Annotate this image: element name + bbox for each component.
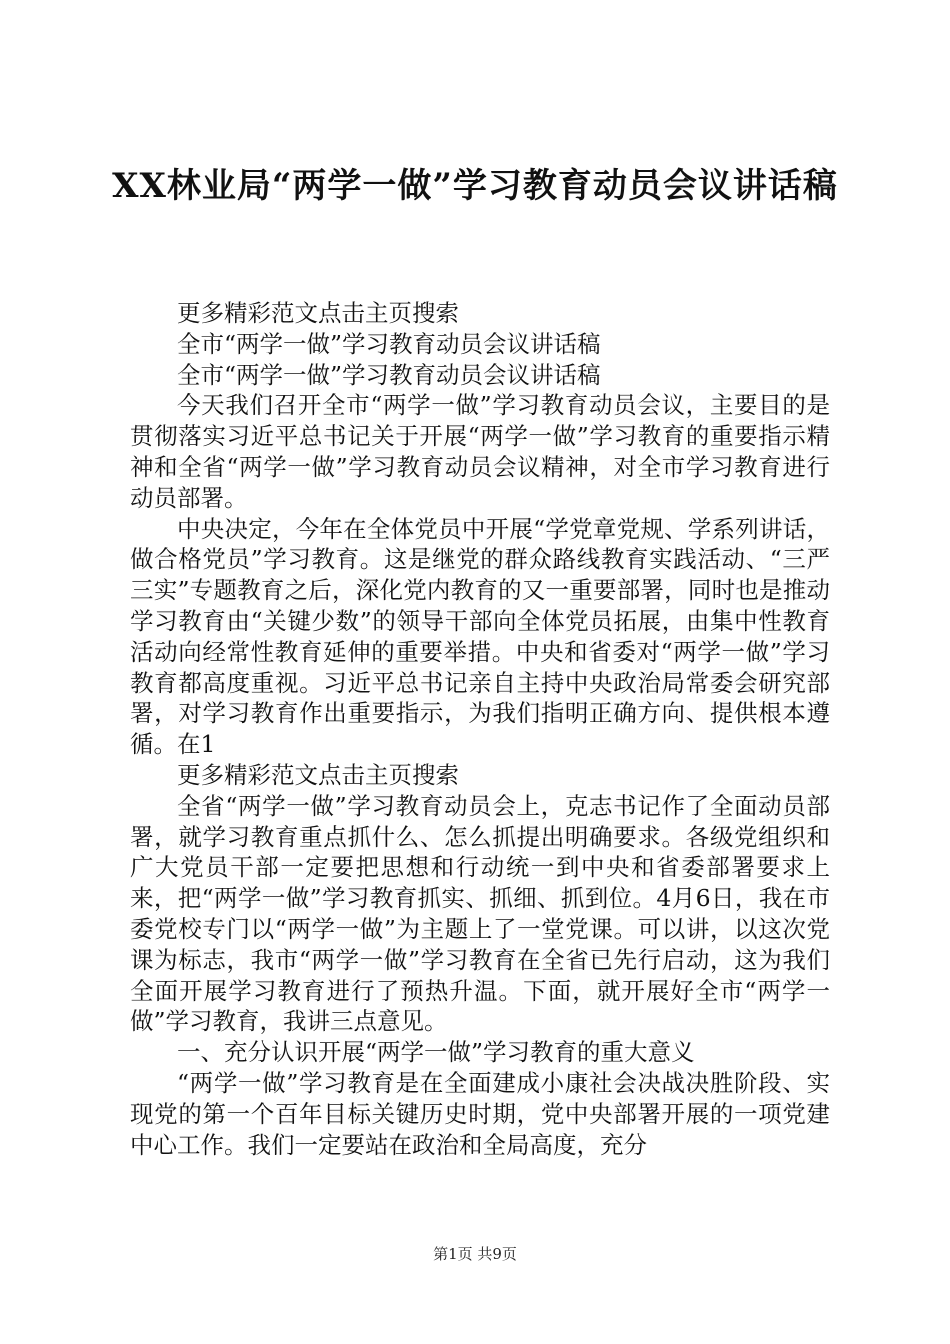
promo-line: 更多精彩范文点击主页搜索 xyxy=(177,760,459,789)
body-paragraph: 全省“两学一做”学习教育动员会上，克志书记作了全面动员部署，就学习教育重点抓什么、怎么抓提出明确要求。各级党组织和广大党员干部一定要把思想和行动统一到中央和省委部署要求上来，把“两学一做”学习教育抓实、抓细、抓到位。4月6日，我在市委党校专门以“两学一做”为主题上了一堂党课。可以讲，以这次党课为标志，我市“两学一做”学习教育在全省已先行启动，这为我们全面开展学习教育进行了预热升温。下面，就开展好全市“两学一做”学习教育，我讲三点意见。 xyxy=(130,791,830,1036)
document-body xyxy=(130,298,830,1160)
promo-line: 更多精彩范文点击主页搜索 xyxy=(177,299,459,327)
body-paragraph: “两学一做”学习教育是在全面建成小康社会决战决胜阶段、实现党的第一个百年目标关键历史时期，党中央部署开展的一项党建中心工作。我们一定要站在政治和全局高度，充分 xyxy=(130,1068,830,1159)
subtitle-line: 全市“两学一做”学习教育动员会议讲话稿 xyxy=(177,329,601,358)
body-paragraph: 今天我们召开全市“两学一做”学习教育动员会议，主要目的是贯彻落实习近平总书记关于开展“两学一做”学习教育的重要指示精神和全省“两学一做”学习教育动员会议精神，对全市学习教育进行动员部署。 xyxy=(130,391,830,512)
body-paragraph: 中央决定，今年在全体党员中开展“学党章党规、学系列讲话，做合格党员”学习教育。这是继党的群众路线教育实践活动、“三严三实”专题教育之后，深化党内教育的又一重要部署，同时也是推动学习教育由“关键少数”的领导干部向全体党员拓展，由集中性教育活动向经常性教育延伸的重要举措。中央和省委对“两学一做”学习教育都高度重视。习近平总书记亲自主持中央政治局常委会研究部署，对学习教育作出重要指示，为我们指明正确方向、提供根本遵循。在1 xyxy=(130,514,830,759)
page-indicator: 第1页 共9页 xyxy=(433,1245,517,1263)
document-title: XX林业局“两学一做”学习教育动员会议讲话稿 xyxy=(112,166,838,206)
subtitle-line: 全市“两学一做”学习教育动员会议讲话稿 xyxy=(177,360,601,389)
section-heading: 一、充分认识开展“两学一做”学习教育的重大意义 xyxy=(177,1038,695,1067)
